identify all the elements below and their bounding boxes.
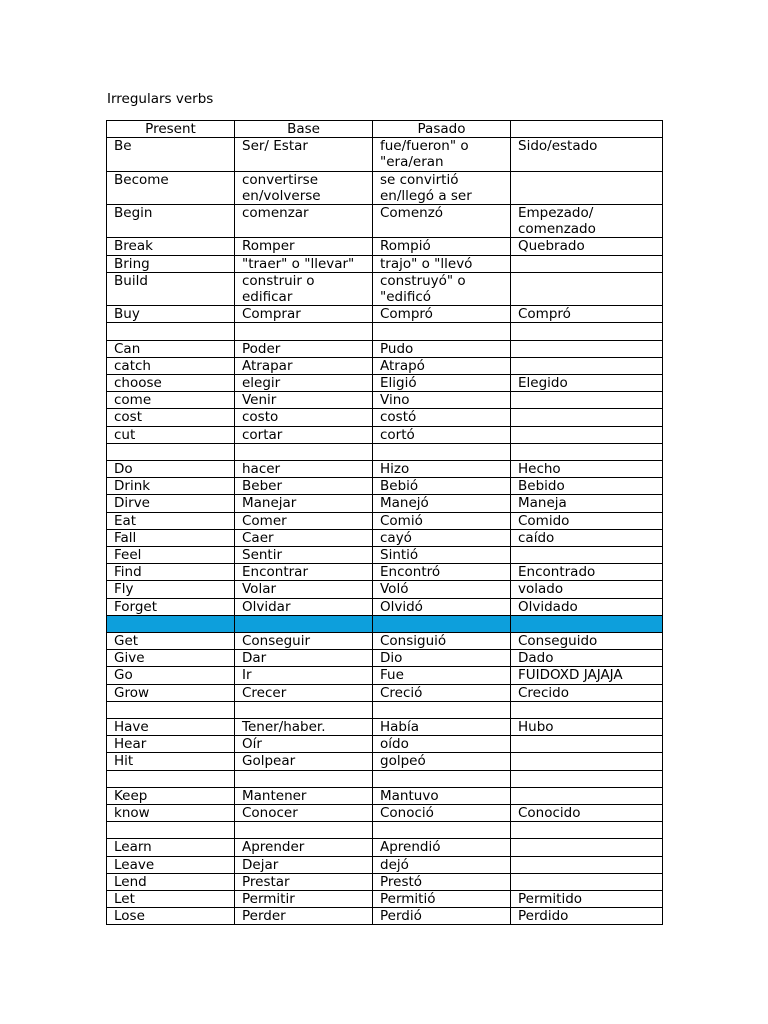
cell-present — [107, 615, 235, 632]
cell-pasado: Encontró — [373, 564, 511, 581]
cell-participle — [511, 753, 663, 770]
cell-base: Aprender — [235, 839, 373, 856]
cell-pasado: Compró — [373, 306, 511, 323]
table-row — [107, 138, 663, 171]
cell-pasado: costó — [373, 409, 511, 426]
cell-participle: Dado — [511, 650, 663, 667]
cell-participle: FUIDOXD JAJAJA — [511, 667, 663, 684]
cell-present: Lend — [107, 873, 235, 890]
cell-base: hacer — [235, 461, 373, 478]
table-row — [107, 255, 663, 272]
cell-base: Golpear — [235, 753, 373, 770]
cell-present: come — [107, 392, 235, 409]
cell-base: Conseguir — [235, 633, 373, 650]
cell-present — [107, 701, 235, 718]
cell-pasado: Prestó — [373, 873, 511, 890]
cell-pasado: Había — [373, 719, 511, 736]
cell-base: Atrapar — [235, 357, 373, 374]
cell-pasado — [373, 701, 511, 718]
cell-base: Ser/ Estar — [235, 138, 373, 171]
cell-present — [107, 822, 235, 839]
cell-participle: Hecho — [511, 461, 663, 478]
cell-base: construir o edificar — [235, 272, 373, 305]
cell-present: Go — [107, 667, 235, 684]
table-row — [107, 171, 663, 204]
cell-pasado: Creció — [373, 684, 511, 701]
cell-pasado: cortó — [373, 426, 511, 443]
cell-participle — [511, 409, 663, 426]
cell-participle: Olvidado — [511, 598, 663, 615]
cell-present: Hit — [107, 753, 235, 770]
cell-present — [107, 323, 235, 340]
cell-pasado — [373, 443, 511, 460]
cell-base: Beber — [235, 478, 373, 495]
cell-present: Fly — [107, 581, 235, 598]
cell-present: Dirve — [107, 495, 235, 512]
cell-participle: Permitido — [511, 891, 663, 908]
table-row — [107, 495, 663, 512]
cell-pasado: construyó" o "edificó — [373, 272, 511, 305]
cell-base: cortar — [235, 426, 373, 443]
cell-pasado: Vino — [373, 392, 511, 409]
cell-participle — [511, 736, 663, 753]
cell-pasado: trajo" o "llevó — [373, 255, 511, 272]
cell-present: Bring — [107, 255, 235, 272]
table-row — [107, 650, 663, 667]
cell-participle: caído — [511, 529, 663, 546]
table-row — [107, 684, 663, 701]
cell-pasado: Bebió — [373, 478, 511, 495]
cell-pasado: oído — [373, 736, 511, 753]
cell-base: Olvidar — [235, 598, 373, 615]
cell-present: cut — [107, 426, 235, 443]
cell-present: Break — [107, 238, 235, 255]
cell-base — [235, 822, 373, 839]
cell-participle: Maneja — [511, 495, 663, 512]
cell-pasado: Eligió — [373, 375, 511, 392]
cell-present: Become — [107, 171, 235, 204]
table-separator-row — [107, 770, 663, 787]
cell-participle: Sido/estado — [511, 138, 663, 171]
table-row — [107, 529, 663, 546]
table-separator-row — [107, 701, 663, 718]
cell-participle: Quebrado — [511, 238, 663, 255]
cell-present: Do — [107, 461, 235, 478]
cell-pasado — [373, 615, 511, 632]
cell-base: Romper — [235, 238, 373, 255]
cell-pasado: Permitió — [373, 891, 511, 908]
table-row — [107, 409, 663, 426]
table-row — [107, 736, 663, 753]
table-row — [107, 512, 663, 529]
cell-pasado: fue/fueron" o "era/eran — [373, 138, 511, 171]
cell-base: Poder — [235, 340, 373, 357]
cell-present: Begin — [107, 205, 235, 238]
cell-base: elegir — [235, 375, 373, 392]
cell-base — [235, 701, 373, 718]
table-row — [107, 478, 663, 495]
table-row — [107, 598, 663, 615]
cell-participle: Hubo — [511, 719, 663, 736]
cell-present: Grow — [107, 684, 235, 701]
cell-base: Sentir — [235, 547, 373, 564]
cell-pasado: Voló — [373, 581, 511, 598]
table-row — [107, 547, 663, 564]
cell-pasado: Olvidó — [373, 598, 511, 615]
cell-participle: volado — [511, 581, 663, 598]
table-separator-row — [107, 323, 663, 340]
cell-base: Manejar — [235, 495, 373, 512]
cell-participle: Empezado/ comenzado — [511, 205, 663, 238]
table-header-row — [107, 121, 663, 138]
cell-present: catch — [107, 357, 235, 374]
table-row — [107, 581, 663, 598]
cell-participle: Encontrado — [511, 564, 663, 581]
cell-participle — [511, 873, 663, 890]
cell-present: Be — [107, 138, 235, 171]
cell-participle — [511, 171, 663, 204]
cell-present: Fall — [107, 529, 235, 546]
cell-participle — [511, 787, 663, 804]
cell-participle: Conocido — [511, 805, 663, 822]
cell-participle — [511, 615, 663, 632]
cell-base: costo — [235, 409, 373, 426]
cell-base: Venir — [235, 392, 373, 409]
cell-pasado — [373, 822, 511, 839]
table-row — [107, 392, 663, 409]
cell-base: Caer — [235, 529, 373, 546]
cell-participle — [511, 340, 663, 357]
cell-base: Oír — [235, 736, 373, 753]
cell-participle — [511, 357, 663, 374]
cell-present: Lose — [107, 908, 235, 925]
table-row — [107, 461, 663, 478]
table-row — [107, 787, 663, 804]
cell-pasado: cayó — [373, 529, 511, 546]
cell-participle — [511, 255, 663, 272]
cell-base: Comprar — [235, 306, 373, 323]
cell-base: Tener/haber. — [235, 719, 373, 736]
cell-base: "traer" o "llevar" — [235, 255, 373, 272]
column-header-pasado: Pasado — [373, 121, 511, 138]
cell-base: Mantener — [235, 787, 373, 804]
cell-present: Find — [107, 564, 235, 581]
column-header-present: Present — [107, 121, 235, 138]
cell-pasado: Mantuvo — [373, 787, 511, 804]
cell-base: Ir — [235, 667, 373, 684]
cell-present: Learn — [107, 839, 235, 856]
cell-pasado: Rompió — [373, 238, 511, 255]
cell-base: Dar — [235, 650, 373, 667]
cell-pasado: Sintió — [373, 547, 511, 564]
cell-pasado: Hizo — [373, 461, 511, 478]
cell-base: Dejar — [235, 856, 373, 873]
cell-present: choose — [107, 375, 235, 392]
table-row — [107, 375, 663, 392]
cell-participle — [511, 323, 663, 340]
table-row — [107, 272, 663, 305]
cell-participle — [511, 770, 663, 787]
table-row — [107, 426, 663, 443]
table-row — [107, 357, 663, 374]
cell-pasado — [373, 770, 511, 787]
cell-pasado: Conoció — [373, 805, 511, 822]
cell-pasado: dejó — [373, 856, 511, 873]
cell-pasado: Consiguió — [373, 633, 511, 650]
cell-pasado: golpeó — [373, 753, 511, 770]
cell-base: comenzar — [235, 205, 373, 238]
cell-participle: Bebido — [511, 478, 663, 495]
table-body — [107, 138, 663, 925]
cell-present: Get — [107, 633, 235, 650]
cell-base: Comer — [235, 512, 373, 529]
column-header-base: Base — [235, 121, 373, 138]
cell-base — [235, 615, 373, 632]
cell-base — [235, 443, 373, 460]
cell-present: Give — [107, 650, 235, 667]
cell-present: Have — [107, 719, 235, 736]
cell-pasado: Comenzó — [373, 205, 511, 238]
cell-participle: Crecido — [511, 684, 663, 701]
cell-present: know — [107, 805, 235, 822]
cell-participle: Comido — [511, 512, 663, 529]
cell-base: convertirse en/volverse — [235, 171, 373, 204]
cell-present — [107, 443, 235, 460]
cell-participle — [511, 443, 663, 460]
table-row — [107, 856, 663, 873]
cell-participle: Perdido — [511, 908, 663, 925]
cell-base: Crecer — [235, 684, 373, 701]
cell-pasado: Aprendió — [373, 839, 511, 856]
cell-base: Volar — [235, 581, 373, 598]
cell-participle: Elegido — [511, 375, 663, 392]
cell-participle — [511, 839, 663, 856]
cell-present: Eat — [107, 512, 235, 529]
cell-pasado: Manejó — [373, 495, 511, 512]
cell-pasado: se convirtió en/llegó a ser — [373, 171, 511, 204]
cell-pasado: Perdió — [373, 908, 511, 925]
column-header-participle — [511, 121, 663, 138]
cell-present — [107, 770, 235, 787]
cell-base — [235, 323, 373, 340]
cell-participle — [511, 272, 663, 305]
cell-participle: Conseguido — [511, 633, 663, 650]
table-row — [107, 205, 663, 238]
table-row — [107, 719, 663, 736]
cell-present: Let — [107, 891, 235, 908]
cell-present: Drink — [107, 478, 235, 495]
irregular-verbs-table — [106, 120, 663, 925]
cell-base: Prestar — [235, 873, 373, 890]
cell-present: Feel — [107, 547, 235, 564]
cell-present: Forget — [107, 598, 235, 615]
table-row — [107, 667, 663, 684]
cell-present: cost — [107, 409, 235, 426]
table-row — [107, 873, 663, 890]
table-separator-row — [107, 443, 663, 460]
cell-participle: Compró — [511, 306, 663, 323]
table-row — [107, 805, 663, 822]
cell-participle — [511, 426, 663, 443]
cell-participle — [511, 547, 663, 564]
cell-pasado: Pudo — [373, 340, 511, 357]
table-row — [107, 564, 663, 581]
cell-base — [235, 770, 373, 787]
document-title: Irregulars verbs — [107, 91, 214, 107]
cell-pasado: Dio — [373, 650, 511, 667]
cell-participle — [511, 392, 663, 409]
table-row — [107, 839, 663, 856]
table-row — [107, 891, 663, 908]
cell-present: Can — [107, 340, 235, 357]
cell-present: Hear — [107, 736, 235, 753]
cell-participle — [511, 701, 663, 718]
table-row — [107, 908, 663, 925]
table-row — [107, 633, 663, 650]
table-row — [107, 306, 663, 323]
cell-pasado: Atrapó — [373, 357, 511, 374]
cell-base: Perder — [235, 908, 373, 925]
table-row — [107, 238, 663, 255]
table-separator-row — [107, 822, 663, 839]
table-row — [107, 340, 663, 357]
cell-present: Buy — [107, 306, 235, 323]
cell-participle — [511, 822, 663, 839]
cell-base: Conocer — [235, 805, 373, 822]
table-separator-row — [107, 615, 663, 632]
cell-base: Encontrar — [235, 564, 373, 581]
cell-base: Permitir — [235, 891, 373, 908]
cell-pasado — [373, 323, 511, 340]
cell-pasado: Comió — [373, 512, 511, 529]
cell-present: Leave — [107, 856, 235, 873]
cell-present: Build — [107, 272, 235, 305]
cell-present: Keep — [107, 787, 235, 804]
table-row — [107, 753, 663, 770]
cell-pasado: Fue — [373, 667, 511, 684]
cell-participle — [511, 856, 663, 873]
